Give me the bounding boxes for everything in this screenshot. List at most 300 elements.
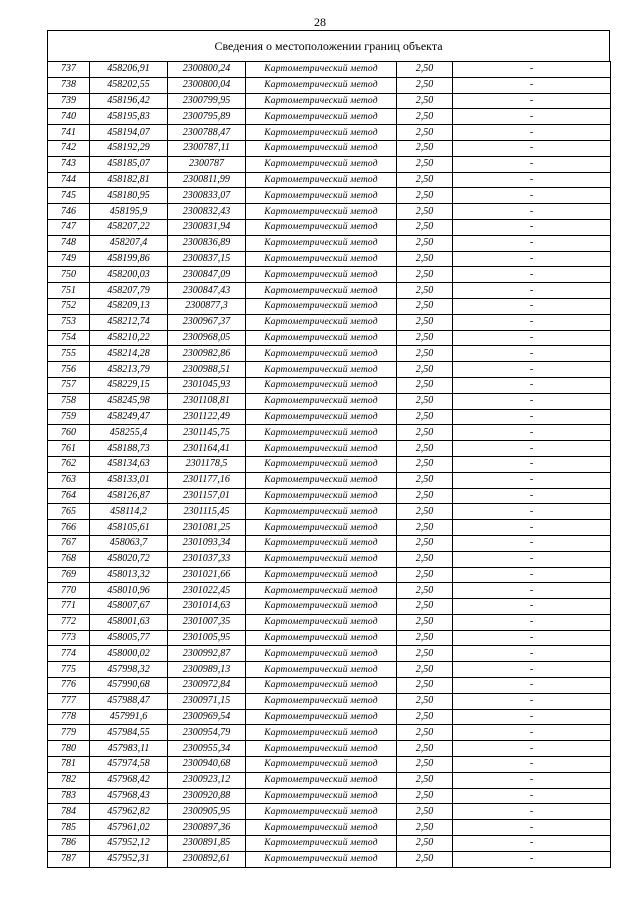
x-coordinate-cell: 458105,61 <box>90 520 168 536</box>
description-cell: - <box>453 757 611 773</box>
point-number-cell: 774 <box>48 646 90 662</box>
y-coordinate-cell: 2300988,51 <box>168 362 246 378</box>
accuracy-cell: 2,50 <box>397 709 453 725</box>
point-number-cell: 754 <box>48 330 90 346</box>
table-row <box>48 172 611 188</box>
accuracy-cell: 2,50 <box>397 77 453 93</box>
accuracy-cell: 2,50 <box>397 820 453 836</box>
method-cell: Картометрический метод <box>246 488 397 504</box>
x-coordinate-cell: 457984,55 <box>90 725 168 741</box>
y-coordinate-cell: 2300891,85 <box>168 836 246 852</box>
table-row <box>48 725 611 741</box>
accuracy-cell: 2,50 <box>397 583 453 599</box>
method-cell: Картометрический метод <box>246 662 397 678</box>
y-coordinate-cell: 2301081,25 <box>168 520 246 536</box>
description-cell: - <box>453 520 611 536</box>
description-cell: - <box>453 77 611 93</box>
point-number-cell: 764 <box>48 488 90 504</box>
description-cell: - <box>453 346 611 362</box>
method-cell: Картометрический метод <box>246 520 397 536</box>
point-number-cell: 769 <box>48 567 90 583</box>
x-coordinate-cell: 458200,03 <box>90 267 168 283</box>
description-cell: - <box>453 820 611 836</box>
x-coordinate-cell: 458010,96 <box>90 583 168 599</box>
x-coordinate-cell: 458202,55 <box>90 77 168 93</box>
method-cell: Картометрический метод <box>246 409 397 425</box>
accuracy-cell: 2,50 <box>397 456 453 472</box>
description-cell: - <box>453 504 611 520</box>
table-row <box>48 346 611 362</box>
accuracy-cell: 2,50 <box>397 772 453 788</box>
description-cell: - <box>453 188 611 204</box>
y-coordinate-cell: 2300877,3 <box>168 298 246 314</box>
method-cell: Картометрический метод <box>246 62 397 78</box>
point-number-cell: 761 <box>48 441 90 457</box>
method-cell: Картометрический метод <box>246 204 397 220</box>
y-coordinate-cell: 2301021,66 <box>168 567 246 583</box>
method-cell: Картометрический метод <box>246 377 397 393</box>
description-cell: - <box>453 583 611 599</box>
x-coordinate-cell: 458199,86 <box>90 251 168 267</box>
method-cell: Картометрический метод <box>246 788 397 804</box>
table-row <box>48 409 611 425</box>
table-row <box>48 393 611 409</box>
point-number-cell: 743 <box>48 156 90 172</box>
x-coordinate-cell: 458245,98 <box>90 393 168 409</box>
x-coordinate-cell: 457961,02 <box>90 820 168 836</box>
description-cell: - <box>453 251 611 267</box>
description-cell: - <box>453 630 611 646</box>
accuracy-cell: 2,50 <box>397 109 453 125</box>
point-number-cell: 737 <box>48 62 90 78</box>
x-coordinate-cell: 457974,58 <box>90 757 168 773</box>
point-number-cell: 775 <box>48 662 90 678</box>
table-row <box>48 125 611 141</box>
accuracy-cell: 2,50 <box>397 488 453 504</box>
y-coordinate-cell: 2300972,84 <box>168 678 246 694</box>
accuracy-cell: 2,50 <box>397 804 453 820</box>
table-row <box>48 362 611 378</box>
table-title: Сведения о местоположении границ объекта <box>47 30 610 61</box>
method-cell: Картометрический метод <box>246 283 397 299</box>
method-cell: Картометрический метод <box>246 125 397 141</box>
table-row <box>48 188 611 204</box>
x-coordinate-cell: 458195,83 <box>90 109 168 125</box>
x-coordinate-cell: 457990,68 <box>90 678 168 694</box>
y-coordinate-cell: 2301157,01 <box>168 488 246 504</box>
accuracy-cell: 2,50 <box>397 599 453 615</box>
y-coordinate-cell: 2300833,07 <box>168 188 246 204</box>
description-cell: - <box>453 109 611 125</box>
x-coordinate-cell: 458195,9 <box>90 204 168 220</box>
description-cell: - <box>453 441 611 457</box>
table-row <box>48 488 611 504</box>
y-coordinate-cell: 2301005,95 <box>168 630 246 646</box>
table-row <box>48 109 611 125</box>
x-coordinate-cell: 458013,32 <box>90 567 168 583</box>
accuracy-cell: 2,50 <box>397 219 453 235</box>
accuracy-cell: 2,50 <box>397 314 453 330</box>
y-coordinate-cell: 2300847,09 <box>168 267 246 283</box>
description-cell: - <box>453 599 611 615</box>
method-cell: Картометрический метод <box>246 77 397 93</box>
method-cell: Картометрический метод <box>246 725 397 741</box>
method-cell: Картометрический метод <box>246 314 397 330</box>
table-row <box>48 77 611 93</box>
table-row <box>48 741 611 757</box>
method-cell: Картометрический метод <box>246 393 397 409</box>
boundary-table-sheet <box>47 30 610 868</box>
accuracy-cell: 2,50 <box>397 551 453 567</box>
method-cell: Картометрический метод <box>246 614 397 630</box>
point-number-cell: 753 <box>48 314 90 330</box>
accuracy-cell: 2,50 <box>397 204 453 220</box>
y-coordinate-cell: 2300989,13 <box>168 662 246 678</box>
point-number-cell: 738 <box>48 77 90 93</box>
description-cell: - <box>453 741 611 757</box>
table-row <box>48 788 611 804</box>
accuracy-cell: 2,50 <box>397 441 453 457</box>
point-number-cell: 767 <box>48 535 90 551</box>
accuracy-cell: 2,50 <box>397 62 453 78</box>
point-number-cell: 787 <box>48 851 90 867</box>
point-number-cell: 746 <box>48 204 90 220</box>
point-number-cell: 758 <box>48 393 90 409</box>
point-number-cell: 762 <box>48 456 90 472</box>
x-coordinate-cell: 458209,13 <box>90 298 168 314</box>
accuracy-cell: 2,50 <box>397 678 453 694</box>
table-row <box>48 662 611 678</box>
table-row <box>48 520 611 536</box>
table-row <box>48 267 611 283</box>
description-cell: - <box>453 488 611 504</box>
accuracy-cell: 2,50 <box>397 472 453 488</box>
table-row <box>48 251 611 267</box>
y-coordinate-cell: 2301177,16 <box>168 472 246 488</box>
y-coordinate-cell: 2300971,15 <box>168 693 246 709</box>
accuracy-cell: 2,50 <box>397 614 453 630</box>
accuracy-cell: 2,50 <box>397 741 453 757</box>
description-cell: - <box>453 298 611 314</box>
y-coordinate-cell: 2301037,33 <box>168 551 246 567</box>
table-row <box>48 583 611 599</box>
y-coordinate-cell: 2300800,04 <box>168 77 246 93</box>
point-number-cell: 786 <box>48 836 90 852</box>
method-cell: Картометрический метод <box>246 693 397 709</box>
point-number-cell: 740 <box>48 109 90 125</box>
table-row <box>48 330 611 346</box>
x-coordinate-cell: 458180,95 <box>90 188 168 204</box>
y-coordinate-cell: 2301007,35 <box>168 614 246 630</box>
x-coordinate-cell: 458214,28 <box>90 346 168 362</box>
table-row <box>48 535 611 551</box>
table-row <box>48 614 611 630</box>
description-cell: - <box>453 678 611 694</box>
point-number-cell: 763 <box>48 472 90 488</box>
method-cell: Картометрический метод <box>246 441 397 457</box>
x-coordinate-cell: 458196,42 <box>90 93 168 109</box>
point-number-cell: 773 <box>48 630 90 646</box>
point-number-cell: 777 <box>48 693 90 709</box>
table-row <box>48 156 611 172</box>
x-coordinate-cell: 458206,91 <box>90 62 168 78</box>
table-row <box>48 93 611 109</box>
table-row <box>48 62 611 78</box>
description-cell: - <box>453 93 611 109</box>
method-cell: Картометрический метод <box>246 583 397 599</box>
point-number-cell: 766 <box>48 520 90 536</box>
accuracy-cell: 2,50 <box>397 93 453 109</box>
description-cell: - <box>453 646 611 662</box>
point-number-cell: 781 <box>48 757 90 773</box>
description-cell: - <box>453 156 611 172</box>
accuracy-cell: 2,50 <box>397 283 453 299</box>
point-number-cell: 747 <box>48 219 90 235</box>
table-row <box>48 772 611 788</box>
table-row <box>48 456 611 472</box>
table-row <box>48 693 611 709</box>
x-coordinate-cell: 457983,11 <box>90 741 168 757</box>
y-coordinate-cell: 2301014,63 <box>168 599 246 615</box>
table-row <box>48 472 611 488</box>
method-cell: Картометрический метод <box>246 472 397 488</box>
x-coordinate-cell: 457968,43 <box>90 788 168 804</box>
method-cell: Картометрический метод <box>246 425 397 441</box>
point-number-cell: 779 <box>48 725 90 741</box>
method-cell: Картометрический метод <box>246 504 397 520</box>
accuracy-cell: 2,50 <box>397 125 453 141</box>
x-coordinate-cell: 458001,63 <box>90 614 168 630</box>
x-coordinate-cell: 458212,74 <box>90 314 168 330</box>
method-cell: Картометрический метод <box>246 362 397 378</box>
y-coordinate-cell: 2300787 <box>168 156 246 172</box>
x-coordinate-cell: 458133,01 <box>90 472 168 488</box>
method-cell: Картометрический метод <box>246 140 397 156</box>
x-coordinate-cell: 457952,12 <box>90 836 168 852</box>
y-coordinate-cell: 2300954,79 <box>168 725 246 741</box>
y-coordinate-cell: 2300787,11 <box>168 140 246 156</box>
y-coordinate-cell: 2300955,34 <box>168 741 246 757</box>
accuracy-cell: 2,50 <box>397 567 453 583</box>
x-coordinate-cell: 457968,42 <box>90 772 168 788</box>
accuracy-cell: 2,50 <box>397 693 453 709</box>
method-cell: Картометрический метод <box>246 219 397 235</box>
x-coordinate-cell: 457962,82 <box>90 804 168 820</box>
accuracy-cell: 2,50 <box>397 788 453 804</box>
point-number-cell: 778 <box>48 709 90 725</box>
table-row <box>48 425 611 441</box>
x-coordinate-cell: 458182,81 <box>90 172 168 188</box>
x-coordinate-cell: 458210,22 <box>90 330 168 346</box>
y-coordinate-cell: 2300847,43 <box>168 283 246 299</box>
description-cell: - <box>453 314 611 330</box>
accuracy-cell: 2,50 <box>397 362 453 378</box>
description-cell: - <box>453 567 611 583</box>
description-cell: - <box>453 362 611 378</box>
x-coordinate-cell: 458255,4 <box>90 425 168 441</box>
table-row <box>48 851 611 867</box>
point-number-cell: 785 <box>48 820 90 836</box>
accuracy-cell: 2,50 <box>397 346 453 362</box>
table-row <box>48 504 611 520</box>
y-coordinate-cell: 2301022,45 <box>168 583 246 599</box>
method-cell: Картометрический метод <box>246 251 397 267</box>
accuracy-cell: 2,50 <box>397 298 453 314</box>
accuracy-cell: 2,50 <box>397 836 453 852</box>
description-cell: - <box>453 377 611 393</box>
x-coordinate-cell: 458020,72 <box>90 551 168 567</box>
y-coordinate-cell: 2301093,34 <box>168 535 246 551</box>
point-number-cell: 745 <box>48 188 90 204</box>
table-row <box>48 646 611 662</box>
method-cell: Картометрический метод <box>246 93 397 109</box>
x-coordinate-cell: 458207,22 <box>90 219 168 235</box>
x-coordinate-cell: 458188,73 <box>90 441 168 457</box>
x-coordinate-cell: 458185,07 <box>90 156 168 172</box>
x-coordinate-cell: 458194,07 <box>90 125 168 141</box>
table-row <box>48 709 611 725</box>
description-cell: - <box>453 283 611 299</box>
point-number-cell: 757 <box>48 377 90 393</box>
x-coordinate-cell: 458063,7 <box>90 535 168 551</box>
y-coordinate-cell: 2300920,88 <box>168 788 246 804</box>
description-cell: - <box>453 140 611 156</box>
accuracy-cell: 2,50 <box>397 504 453 520</box>
method-cell: Картометрический метод <box>246 156 397 172</box>
y-coordinate-cell: 2300982,86 <box>168 346 246 362</box>
point-number-cell: 742 <box>48 140 90 156</box>
description-cell: - <box>453 456 611 472</box>
table-row <box>48 630 611 646</box>
y-coordinate-cell: 2301178,5 <box>168 456 246 472</box>
y-coordinate-cell: 2301108,81 <box>168 393 246 409</box>
description-cell: - <box>453 472 611 488</box>
description-cell: - <box>453 788 611 804</box>
x-coordinate-cell: 458134,63 <box>90 456 168 472</box>
description-cell: - <box>453 851 611 867</box>
description-cell: - <box>453 125 611 141</box>
y-coordinate-cell: 2300811,99 <box>168 172 246 188</box>
accuracy-cell: 2,50 <box>397 851 453 867</box>
method-cell: Картометрический метод <box>246 567 397 583</box>
y-coordinate-cell: 2301164,41 <box>168 441 246 457</box>
y-coordinate-cell: 2300837,15 <box>168 251 246 267</box>
accuracy-cell: 2,50 <box>397 140 453 156</box>
description-cell: - <box>453 393 611 409</box>
description-cell: - <box>453 267 611 283</box>
y-coordinate-cell: 2300923,12 <box>168 772 246 788</box>
table-row <box>48 298 611 314</box>
description-cell: - <box>453 709 611 725</box>
point-number-cell: 739 <box>48 93 90 109</box>
accuracy-cell: 2,50 <box>397 377 453 393</box>
point-number-cell: 772 <box>48 614 90 630</box>
accuracy-cell: 2,50 <box>397 188 453 204</box>
accuracy-cell: 2,50 <box>397 725 453 741</box>
y-coordinate-cell: 2300800,24 <box>168 62 246 78</box>
x-coordinate-cell: 458005,77 <box>90 630 168 646</box>
description-cell: - <box>453 804 611 820</box>
point-number-cell: 776 <box>48 678 90 694</box>
description-cell: - <box>453 836 611 852</box>
y-coordinate-cell: 2300897,36 <box>168 820 246 836</box>
y-coordinate-cell: 2301115,45 <box>168 504 246 520</box>
method-cell: Картометрический метод <box>246 109 397 125</box>
y-coordinate-cell: 2300969,54 <box>168 709 246 725</box>
table-row <box>48 377 611 393</box>
description-cell: - <box>453 62 611 78</box>
description-cell: - <box>453 219 611 235</box>
method-cell: Картометрический метод <box>246 772 397 788</box>
table-row <box>48 567 611 583</box>
accuracy-cell: 2,50 <box>397 630 453 646</box>
method-cell: Картометрический метод <box>246 535 397 551</box>
x-coordinate-cell: 458213,79 <box>90 362 168 378</box>
accuracy-cell: 2,50 <box>397 535 453 551</box>
accuracy-cell: 2,50 <box>397 425 453 441</box>
x-coordinate-cell: 457998,32 <box>90 662 168 678</box>
method-cell: Картометрический метод <box>246 551 397 567</box>
table-row <box>48 820 611 836</box>
method-cell: Картометрический метод <box>246 804 397 820</box>
table-row <box>48 219 611 235</box>
method-cell: Картометрический метод <box>246 346 397 362</box>
table-row <box>48 757 611 773</box>
accuracy-cell: 2,50 <box>397 520 453 536</box>
point-number-cell: 784 <box>48 804 90 820</box>
point-number-cell: 782 <box>48 772 90 788</box>
method-cell: Картометрический метод <box>246 330 397 346</box>
point-number-cell: 752 <box>48 298 90 314</box>
description-cell: - <box>453 662 611 678</box>
method-cell: Картометрический метод <box>246 235 397 251</box>
point-number-cell: 750 <box>48 267 90 283</box>
accuracy-cell: 2,50 <box>397 251 453 267</box>
point-number-cell: 744 <box>48 172 90 188</box>
accuracy-cell: 2,50 <box>397 757 453 773</box>
table-body <box>48 62 611 868</box>
table-row <box>48 599 611 615</box>
point-number-cell: 741 <box>48 125 90 141</box>
description-cell: - <box>453 409 611 425</box>
method-cell: Картометрический метод <box>246 188 397 204</box>
y-coordinate-cell: 2300836,89 <box>168 235 246 251</box>
method-cell: Картометрический метод <box>246 709 397 725</box>
point-number-cell: 771 <box>48 599 90 615</box>
x-coordinate-cell: 457991,6 <box>90 709 168 725</box>
description-cell: - <box>453 235 611 251</box>
method-cell: Картометрический метод <box>246 599 397 615</box>
method-cell: Картометрический метод <box>246 836 397 852</box>
description-cell: - <box>453 614 611 630</box>
point-number-cell: 768 <box>48 551 90 567</box>
point-number-cell: 749 <box>48 251 90 267</box>
point-number-cell: 756 <box>48 362 90 378</box>
y-coordinate-cell: 2300799,95 <box>168 93 246 109</box>
x-coordinate-cell: 457988,47 <box>90 693 168 709</box>
x-coordinate-cell: 458114,2 <box>90 504 168 520</box>
accuracy-cell: 2,50 <box>397 393 453 409</box>
point-number-cell: 765 <box>48 504 90 520</box>
point-number-cell: 759 <box>48 409 90 425</box>
y-coordinate-cell: 2301145,75 <box>168 425 246 441</box>
accuracy-cell: 2,50 <box>397 409 453 425</box>
x-coordinate-cell: 458207,79 <box>90 283 168 299</box>
y-coordinate-cell: 2300795,89 <box>168 109 246 125</box>
accuracy-cell: 2,50 <box>397 172 453 188</box>
method-cell: Картометрический метод <box>246 851 397 867</box>
accuracy-cell: 2,50 <box>397 646 453 662</box>
